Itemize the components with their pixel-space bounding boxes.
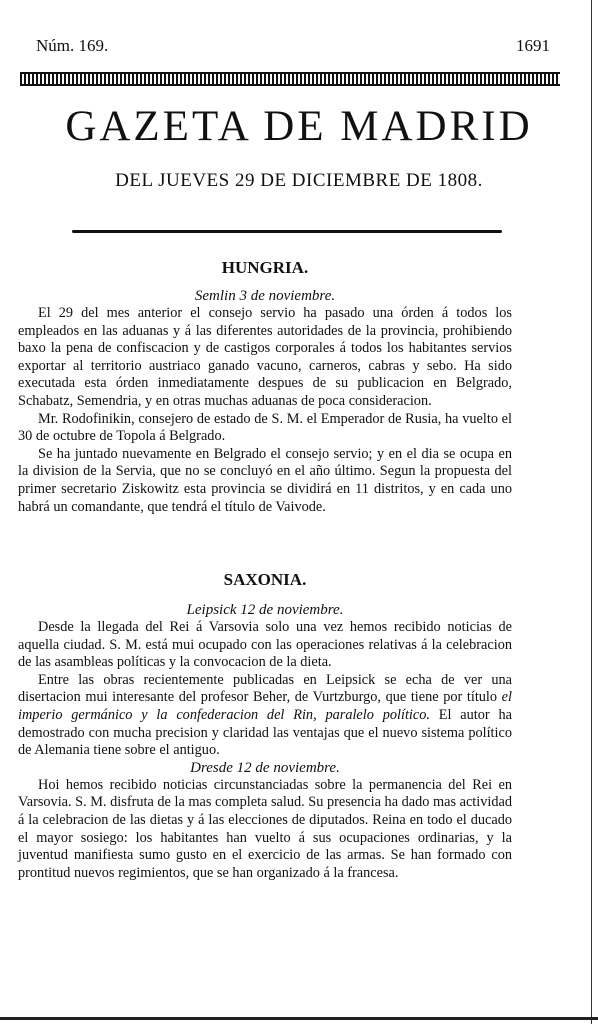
paragraph	[18, 672, 512, 760]
page-number: 1691	[516, 36, 550, 55]
paragraph: Hoi hemos recibido noticias circunstanciadas sobre la permanencia del Rei en Varsovia. S. M. disfruta de la mas completa salud. Su presencia ha dado mas actividad á la celebracion de las dietas y á las elecciones de diputados. Reina en todo el ducado el mayor sosiego: los habitantes han vuelto á sus ocupaciones ordinarias, y la juventud manifiesta sumo gusto en el exercicio de las armas. Se han formado con prontitud nuevos regimientos, que se han organizado á la francesa.	[18, 776, 512, 881]
paragraph-text: El autor ha demostrado con mucha precision y claridad las ventajas que el nuevo sistema político de Alemania tiene sobre el antiguo.	[18, 706, 512, 759]
issue-number: Núm. 169.	[36, 36, 109, 55]
section-dateline: Leipsick 12 de noviembre.	[186, 602, 344, 618]
section-hungria	[18, 258, 512, 516]
page-edge-right	[591, 0, 592, 1024]
ornament-border	[20, 72, 560, 86]
issue-date: DEL JUEVES 29 DE DICIEMBRE DE 1808.	[115, 170, 483, 191]
masthead-title: GAZETA DE MADRID	[65, 103, 533, 150]
section-dateline: Semlin 3 de noviembre.	[194, 288, 336, 304]
paragraph: El 29 del mes anterior el consejo servio ha pasado una órden á todos los empleados en las aduanas y á las diferentes autoridades de la provincia, prohibiendo baxo la pena de confiscacion y de castigos corporales á todos los habitantes servios exportar al territorio austriaco ganado vacuno, carneros, cabras y sebo. Ha sido executada esta órden inmediatamente despues de su publicacion en Belgrado, Schabatz, Semendria, y en otras muchas aduanas de poca consideracion.	[18, 305, 512, 409]
masthead-rule	[72, 230, 502, 233]
paragraph-text: Entre las obras recientemente publicadas en Leipsick se echa de ver una disertacion mui interesante del profesor Beher, de Vurtzburgo, que tiene por título	[18, 671, 512, 706]
section-saxonia	[18, 570, 512, 882]
paragraph: Mr. Rodofinikin, consejero de estado de S. M. el Emperador de Rusia, ha vuelto el 30 de octubre de Topola á Belgrado.	[18, 410, 512, 445]
section-dateline: Dresde 12 de noviembre.	[190, 759, 340, 776]
section-heading: HUNGRIA.	[221, 258, 309, 277]
paragraph: Desde la llegada del Rei á Varsovia solo una vez hemos recibido noticias de aquella ciudad. S. M. está mui ocupado con las operaciones relativas á la celebracion de las asambleas políticas y la convocacion de la dieta.	[18, 619, 512, 671]
page-edge-bottom	[0, 1017, 598, 1020]
book-title: el imperio germánico y la confederacion del Rin, paralelo político.	[18, 689, 512, 723]
paragraph: Se ha juntado nuevamente en Belgrado el consejo servio; y en el dia se ocupa en la division de la Servia, que no se concluyó en el año último. Segun la propuesta del primer secretario Ziskowitz esta provincia se dividirá en 11 distritos, y en cada uno habrá un comandante, que tendrá el título de Vaivode.	[18, 445, 512, 515]
section-heading: SAXONIA.	[223, 570, 307, 589]
